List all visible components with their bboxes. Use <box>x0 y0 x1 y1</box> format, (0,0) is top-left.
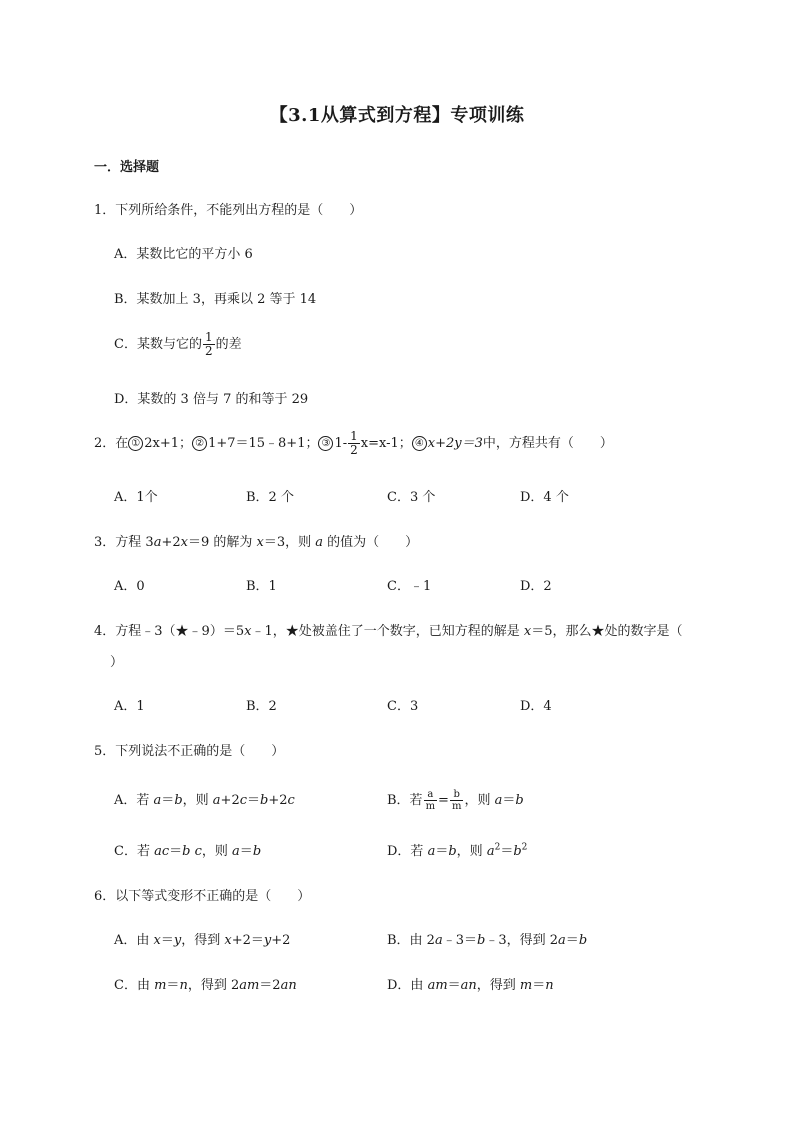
question-1-option-d: D．某数的 3 倍与 7 的和等于 29 <box>114 392 309 407</box>
question-6-option-b <box>387 931 587 951</box>
circled-1-marker: ① <box>128 436 143 451</box>
q2-expr-2: 1+7＝15﹣8+1； <box>208 436 319 451</box>
fraction-denominator: m <box>451 801 462 812</box>
question-6-option-d <box>387 976 554 996</box>
section-heading: 一．选择题 <box>94 160 160 175</box>
q6c-text: ＝ <box>166 978 180 993</box>
var: m <box>519 978 533 993</box>
var-x: x <box>180 535 188 550</box>
var: x <box>224 933 232 948</box>
question-2-option-c: C．3 个 <box>387 490 436 505</box>
var: am <box>239 978 260 993</box>
page-title: 【3.1从算式到方程】专项训练 <box>269 105 525 126</box>
var: a <box>486 844 495 859</box>
q2-expr-1: 2x+1； <box>144 436 193 451</box>
q5d-text: ＝ <box>500 844 514 859</box>
var: b <box>174 793 183 808</box>
var: b <box>260 793 269 808</box>
q6a-text: +2＝ <box>231 933 264 948</box>
fraction-a-over-m <box>424 789 437 812</box>
question-1-option-b: B．某数加上 3，再乘以 2 等于 14 <box>114 292 317 307</box>
var: a <box>494 793 503 808</box>
q4-text: ﹣1，★处被盖住了一个数字，已知方程的解是 <box>251 624 524 639</box>
question-3-stem <box>94 533 418 553</box>
fraction-b-over-m <box>450 789 463 812</box>
var: c <box>287 793 295 808</box>
q5a-text: +2 <box>268 793 288 808</box>
fraction-half <box>203 331 215 358</box>
q6d-text: D．由 <box>387 978 428 993</box>
question-5-option-b <box>387 785 524 817</box>
fraction-numerator: 1 <box>350 429 358 443</box>
q5a-text: A．若 <box>114 793 154 808</box>
fraction-denominator: 2 <box>350 443 358 457</box>
question-6-option-c <box>114 976 297 996</box>
var: a <box>232 844 240 859</box>
var: x <box>153 933 161 948</box>
question-3-option-a: A．0 <box>114 579 145 594</box>
fraction-numerator: b <box>450 789 463 801</box>
question-5-option-d <box>387 842 527 862</box>
question-1-option-c <box>114 330 242 360</box>
exponent: 2 <box>494 842 501 853</box>
q4-text: 4．方程﹣3（★﹣9）＝5 <box>94 624 245 639</box>
q6b-text: ﹣3＝ <box>442 933 478 948</box>
question-4-option-c: C．3 <box>387 699 419 714</box>
q5a-text: +2 <box>220 793 240 808</box>
question-5-option-a <box>114 791 295 811</box>
question-5-stem: 5．下列说法不正确的是（ ） <box>94 744 285 759</box>
q3-text: ＝3，则 <box>263 535 316 550</box>
q4-text: ＝5，那么★处的数字是（ <box>531 624 683 639</box>
question-2-option-d: D．4 个 <box>520 490 569 505</box>
var: b <box>513 844 522 859</box>
question-3-option-d: D．2 <box>520 579 552 594</box>
var: y <box>263 933 272 948</box>
q6d-text: ，得到 <box>476 978 520 993</box>
q5b-text: B．若 <box>387 793 423 808</box>
q5a-text: ＝ <box>161 793 175 808</box>
question-4-option-a: A．1 <box>114 699 145 714</box>
fraction-numerator: a <box>424 789 437 801</box>
q3-text: +2 <box>161 535 181 550</box>
var: y <box>173 933 182 948</box>
var: a <box>212 793 221 808</box>
question-1-option-a: A．某数比它的平方小 6 <box>114 247 253 262</box>
q2-expr-3-start: 1- <box>334 436 348 451</box>
var: ac <box>154 844 170 859</box>
question-4-option-b: B．2 <box>246 699 277 714</box>
q6c-text: ，得到 2 <box>187 978 240 993</box>
var: b <box>578 933 588 948</box>
q6a-text: ＝ <box>160 933 174 948</box>
var: n <box>179 978 188 993</box>
q5b-text: ，则 <box>464 793 495 808</box>
q6d-text: ＝ <box>447 978 461 993</box>
var: b <box>477 933 486 948</box>
q3-text: 的值为（ ） <box>323 535 419 550</box>
q6d-text: ＝ <box>532 978 546 993</box>
question-6-stem: 6．以下等式变形不正确的是（ ） <box>94 889 311 904</box>
var-x: x <box>523 624 532 639</box>
var: a <box>427 844 436 859</box>
q3-text: 3．方程 3 <box>94 535 154 550</box>
exponent: 2 <box>521 842 528 853</box>
var: a <box>153 793 162 808</box>
q5a-text: ，则 <box>182 793 213 808</box>
question-4-option-d: D．4 <box>520 699 552 714</box>
var-a: a <box>315 535 324 550</box>
var: am <box>427 978 448 993</box>
q5d-text: D．若 <box>387 844 428 859</box>
q5d-text: ，则 <box>456 844 487 859</box>
question-2-option-b: B．2 个 <box>246 490 294 505</box>
var: an <box>460 978 477 993</box>
q2-expr-4: x+2y＝3 <box>427 436 483 451</box>
q2-expr-3-end: x=x-1； <box>360 436 412 451</box>
q6c-text: C．由 <box>114 978 155 993</box>
q6b-text: B．由 2 <box>387 933 435 948</box>
var: b <box>448 844 457 859</box>
fraction-denominator: m <box>425 801 436 812</box>
var: b <box>515 793 524 808</box>
fraction-numerator: 1 <box>204 330 213 344</box>
question-5-option-c <box>114 842 261 862</box>
fraction-half <box>348 430 360 457</box>
var: a <box>558 933 566 948</box>
var-x: x <box>256 535 264 550</box>
question-4-stem-continued: ） <box>110 655 124 670</box>
question-3-option-b: B．1 <box>246 579 277 594</box>
question-2-option-a: A．1个 <box>114 490 158 505</box>
var: an <box>280 978 297 993</box>
q6b-text: ＝ <box>565 933 579 948</box>
q3-text: ＝9 的解为 <box>187 535 257 550</box>
fraction-denominator: 2 <box>204 344 213 358</box>
var-a: a <box>153 535 162 550</box>
q5d-text: ＝ <box>435 844 449 859</box>
circled-3-marker: ③ <box>318 436 333 451</box>
q5c-text: ＝ <box>239 844 253 859</box>
option-c-text-end: 的差 <box>215 337 242 352</box>
var: b <box>252 844 262 859</box>
q6a-text: +2 <box>271 933 291 948</box>
var: a <box>434 933 443 948</box>
question-2-stem <box>94 426 613 462</box>
question-4-stem <box>94 622 682 642</box>
question-6-option-a <box>114 931 290 951</box>
q5b-equals: = <box>438 793 449 808</box>
q6a-text: ，得到 <box>181 933 225 948</box>
var: c <box>239 793 247 808</box>
q6a-text: A．由 <box>114 933 154 948</box>
var: b c <box>182 844 202 859</box>
q2-prefix: 2．在 <box>94 436 129 451</box>
q5c-text: ＝ <box>169 844 183 859</box>
q5b-text: ＝ <box>502 793 516 808</box>
q5a-text: ＝ <box>247 793 261 808</box>
q6c-text: ＝2 <box>259 978 281 993</box>
circled-4-marker: ④ <box>412 436 427 451</box>
q6b-text: ﹣3，得到 2 <box>485 933 559 948</box>
circled-2-marker: ② <box>192 436 207 451</box>
question-3-option-c: C．﹣1 <box>387 579 432 594</box>
q5c-text: ，则 <box>201 844 233 859</box>
var: n <box>545 978 554 993</box>
var: m <box>154 978 167 993</box>
var-x: x <box>244 624 252 639</box>
question-1-stem: 1．下列所给条件，不能列出方程的是（ ） <box>94 203 363 218</box>
q5c-text: C．若 <box>114 844 155 859</box>
option-c-text: C．某数与它的 <box>114 337 202 352</box>
q2-suffix: 中，方程共有（ ） <box>482 436 613 451</box>
